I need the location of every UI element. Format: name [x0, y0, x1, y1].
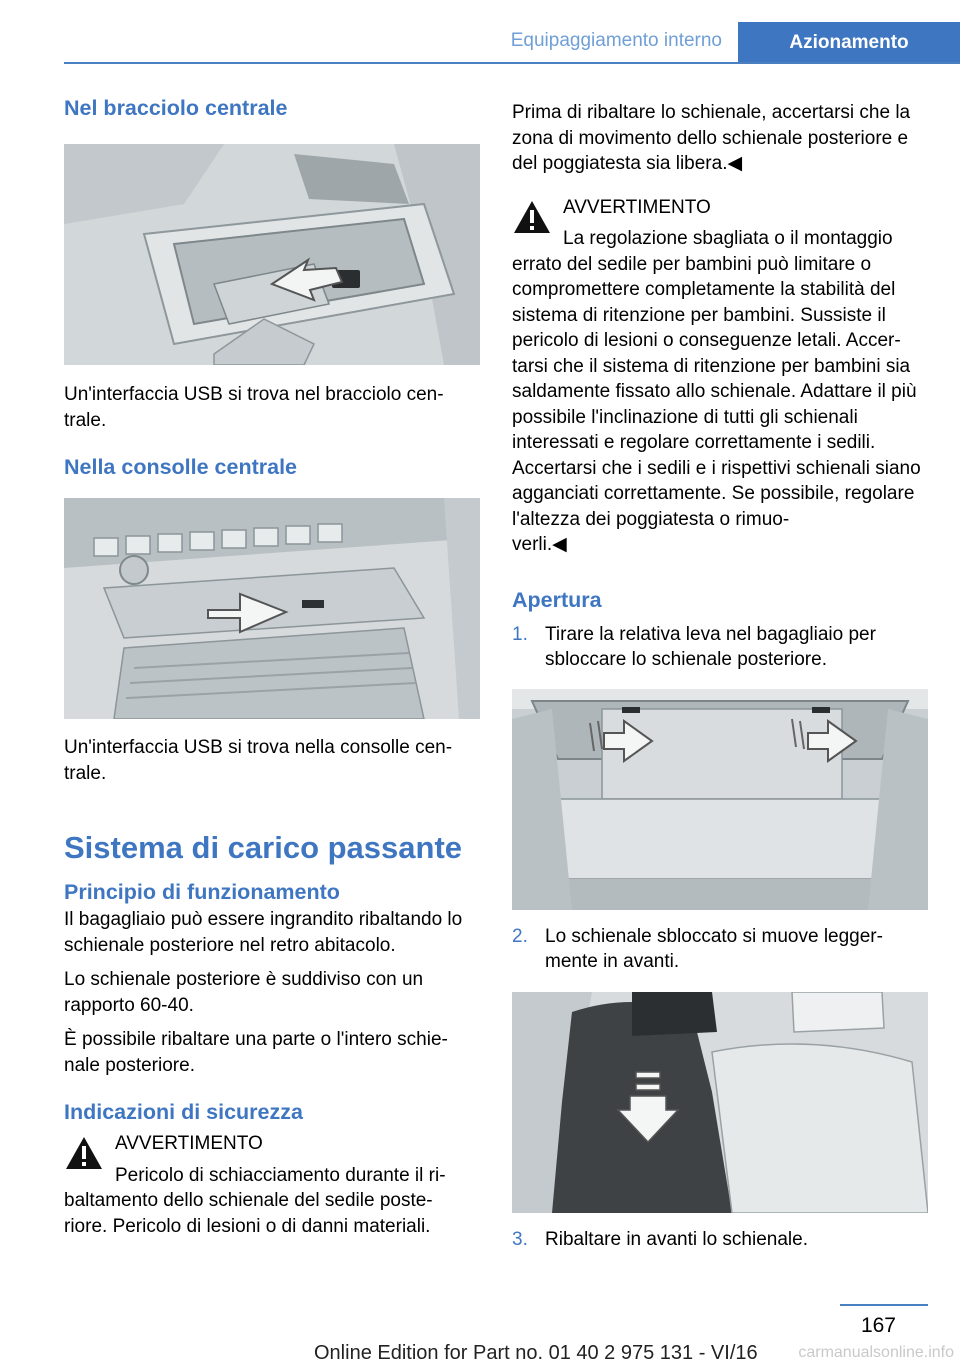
left-column: [64, 96, 480, 1239]
warning-triangle-icon: [512, 199, 552, 235]
warning-lead: Pericolo di schiacciamento durante il ri-: [115, 1164, 446, 1186]
step-text: Lo schienale sbloccato si muove legger- mente in avanti.: [545, 925, 883, 972]
trunk-levers-figure: [512, 689, 928, 910]
warning-body: baltamento dello schienale del sedile poste- riore. Pericolo di lesioni o di danni materiali.: [64, 1190, 433, 1237]
header-section: Equipaggiamento interno: [510, 30, 722, 51]
footer-rule: [840, 1304, 928, 1306]
seatback-illustration: [512, 992, 928, 1213]
heading-armrest: Nel bracciolo centrale: [64, 96, 288, 120]
console-usb-figure: [64, 498, 480, 719]
principle-text-1: Il bagagliaio può essere ingrandito ribaltando lo schienale posteriore nel retro abitacolo.: [64, 909, 463, 956]
step-number: 3.: [512, 1228, 528, 1250]
armrest-usb-text: Un'interfaccia USB si trova nel bracciolo cen- trale.: [64, 384, 444, 431]
warning-crush: [64, 1131, 480, 1239]
console-illustration: [64, 498, 480, 719]
step-2: [512, 924, 928, 975]
step-number: 2.: [512, 925, 528, 947]
title-through-loading: Sistema di carico passante: [64, 830, 463, 865]
pre-fold-text: Prima di ribaltare lo schienale, accertarsi che la zona di movimento dello schienale posteriore e del poggiatesta sia libera.◀: [512, 102, 911, 174]
header-rule: [64, 62, 960, 64]
warning-child-seat: [512, 195, 928, 558]
console-usb-text: Un'interfaccia USB si trova nella consolle cen- trale.: [64, 737, 453, 784]
step-text: Ribaltare in avanti lo schienale.: [545, 1228, 808, 1250]
principle-text-3: È possibile ribaltare una parte o l'intero schie- nale posteriore.: [64, 1029, 448, 1076]
watermark-text: carmanualsonline.info: [798, 1344, 954, 1361]
heading-principle: Principio di funzionamento: [64, 880, 340, 904]
warning-triangle-icon: [64, 1135, 104, 1171]
step-number: 1.: [512, 623, 528, 645]
right-column: [512, 96, 928, 1252]
armrest-illustration: [64, 144, 480, 365]
heading-safety: Indicazioni di sicurezza: [64, 1100, 303, 1124]
step-3: [512, 1227, 928, 1253]
edition-text: Online Edition for Part no. 01 40 2 975 131 - VI/16: [314, 1342, 758, 1364]
armrest-usb-figure: [64, 144, 480, 365]
header-tab: Azionamento: [738, 22, 960, 64]
page-number: 167: [860, 1314, 896, 1337]
warning-lead: La regolazione sbagliata o il montaggio: [563, 228, 893, 249]
warning-title: AVVERTIMENTO: [115, 1133, 263, 1154]
seatback-forward-figure: [512, 992, 928, 1213]
heading-opening: Apertura: [512, 587, 602, 612]
step-1: [512, 622, 928, 673]
warning-body: errato del sedile per bambini può limitare o compromettere completamente la stabilità del sistema di ritenzione per bambini. Sussiste il pericolo di lesioni o conseguenze letali. Accer- tarsi che il sistema di ritenzione per bambini sia saldamente fissato allo schienale. Adattare il più possibile l'inclinazione di tutti gli schienali interessati e regolare correttamente i sedili. Accertarsi che i sedili e i rispettivi schienali siano agganciati correttamente. Se possibile, regolare l'altezza dei poggiatesta o rimuo- verli.◀: [512, 253, 921, 555]
step-text: Tirare la relativa leva nel bagagliaio per sbloccare lo schienale posteriore.: [545, 623, 876, 670]
principle-text-2: Lo schienale posteriore è suddiviso con un rapporto 60-40.: [64, 969, 424, 1016]
heading-console: Nella consolle centrale: [64, 455, 298, 479]
warning-title: AVVERTIMENTO: [563, 196, 711, 218]
trunk-illustration: [512, 689, 928, 910]
